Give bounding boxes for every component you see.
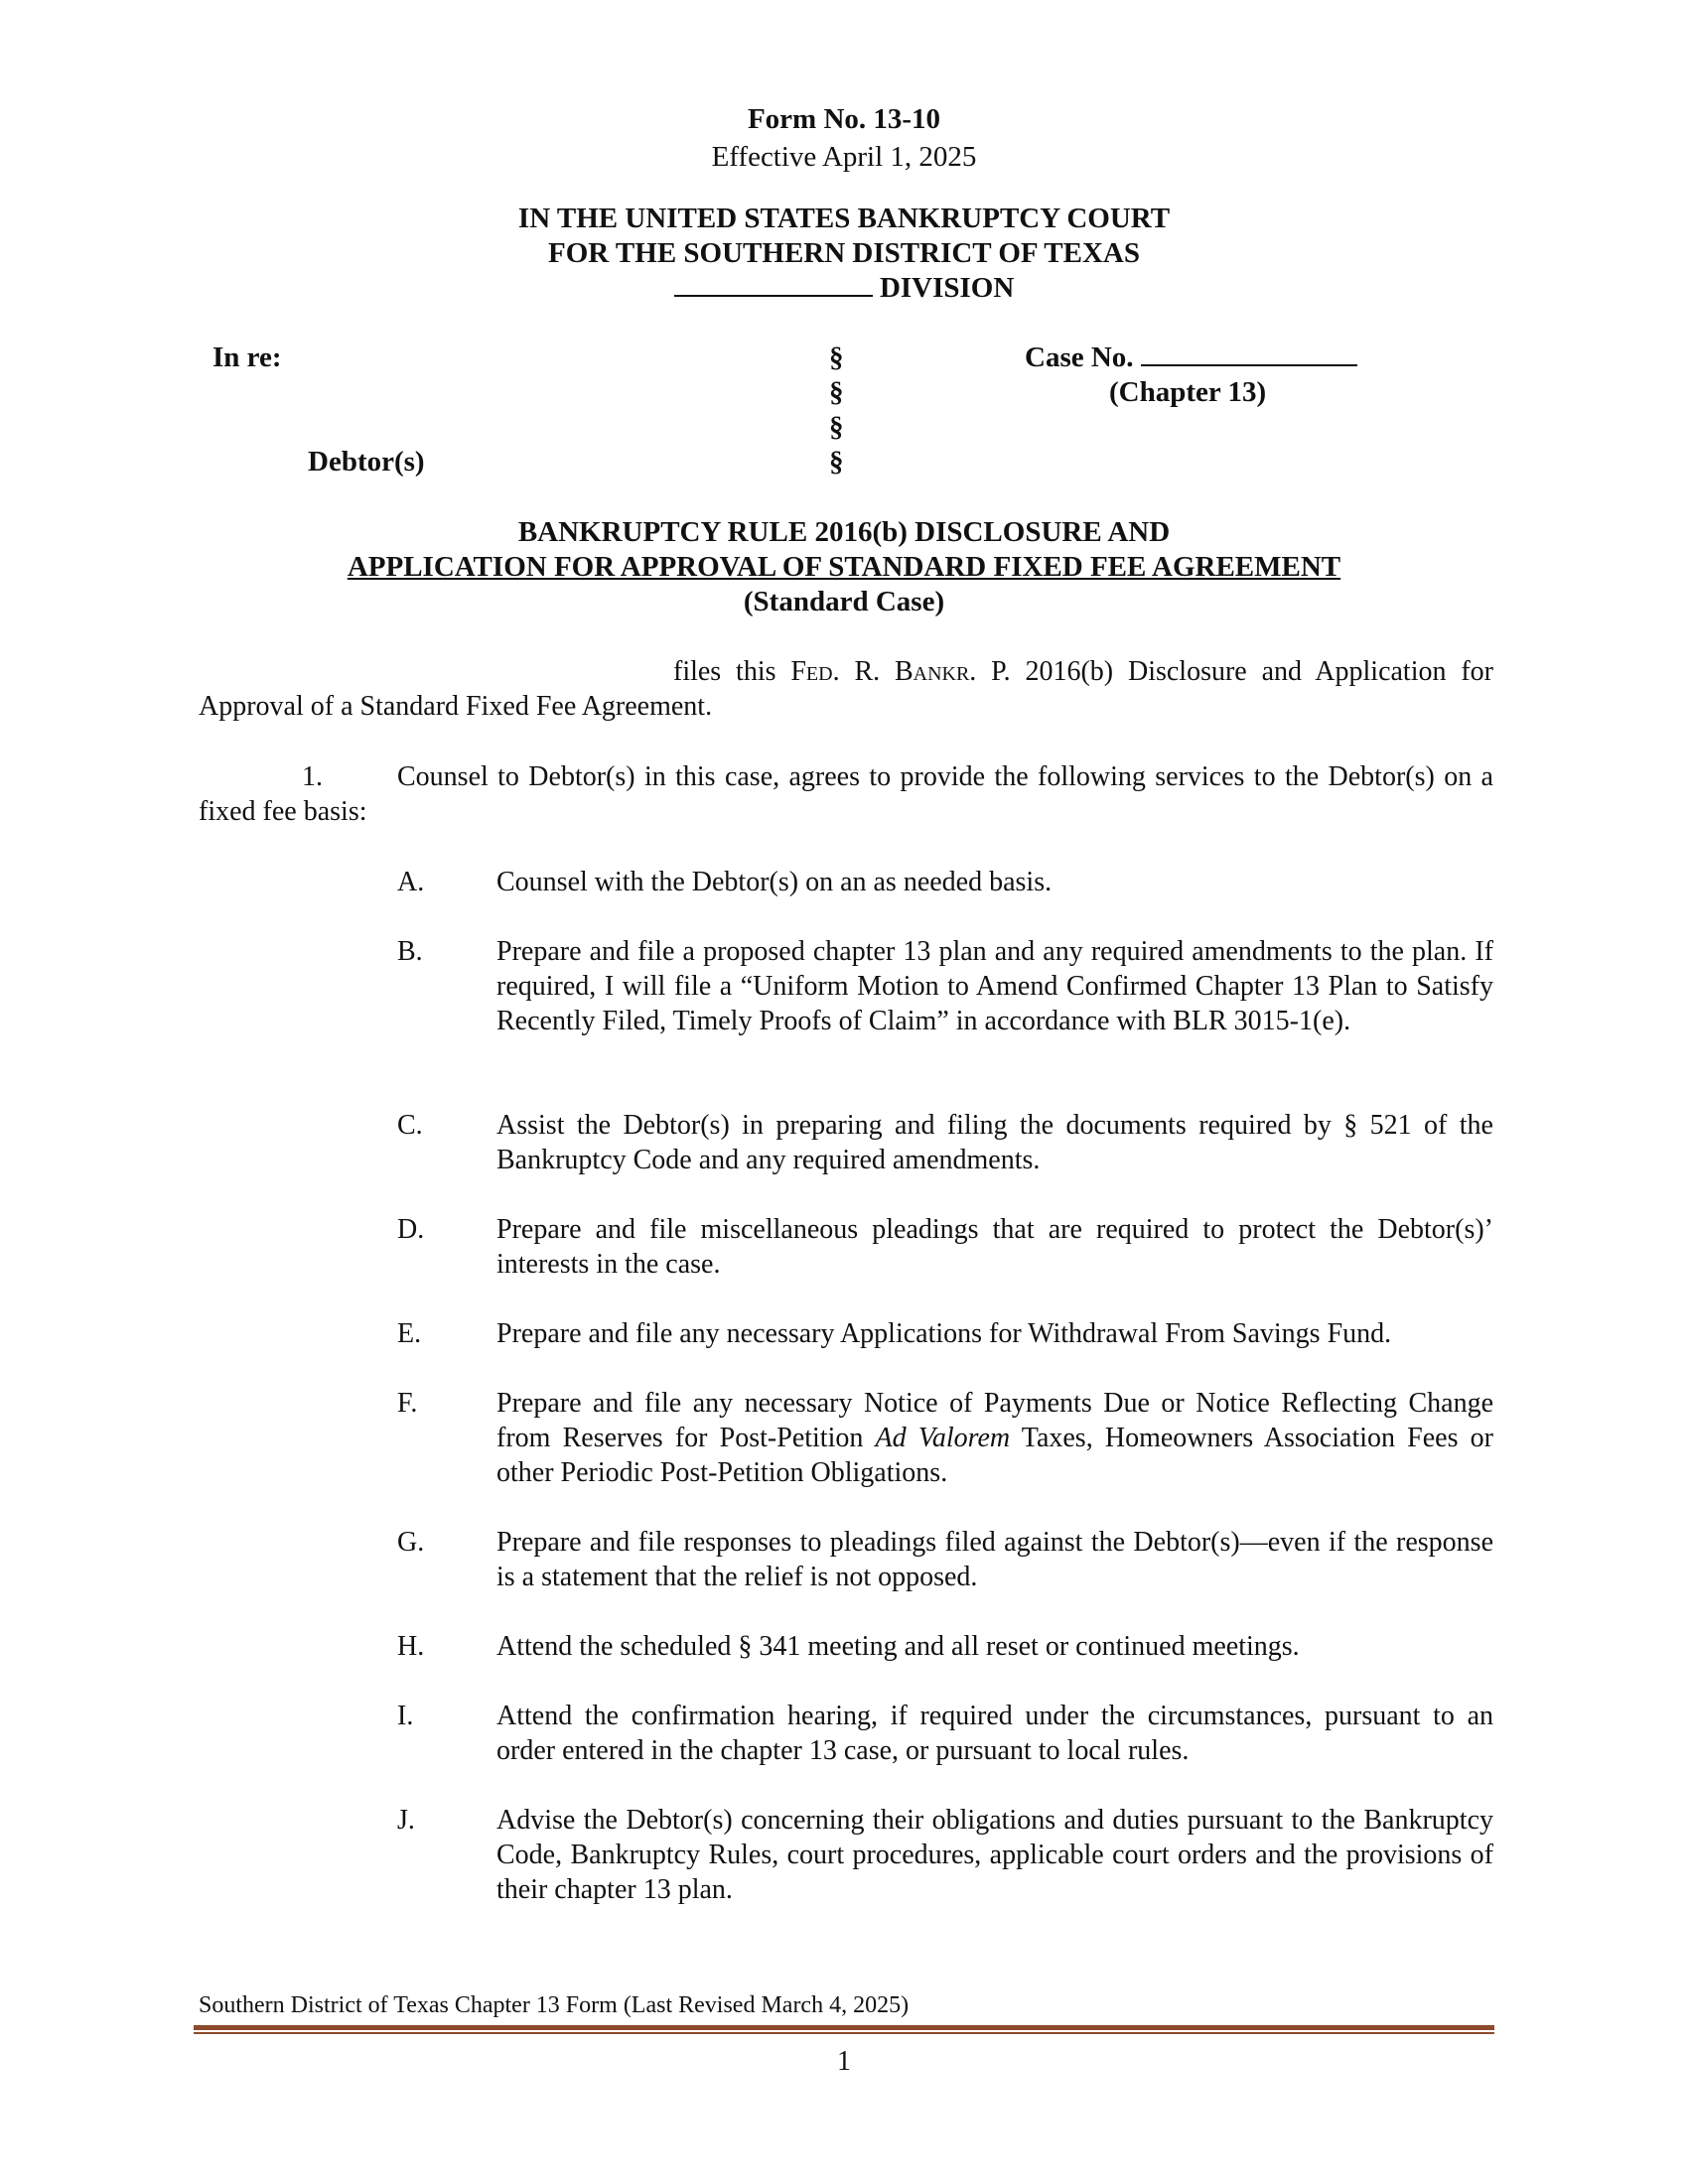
item-letter: A. bbox=[397, 867, 425, 897]
form-number: Form No. 13-10 bbox=[747, 103, 941, 135]
intro-pre: files this bbox=[673, 656, 791, 687]
intro-rule-citation: Fed. R. Bankr. P. bbox=[790, 656, 1011, 687]
section-symbol: § bbox=[829, 411, 844, 443]
title-line2 bbox=[0, 549, 1688, 585]
item-letter: B. bbox=[397, 936, 423, 967]
item-text: Assist the Debtor(s) in preparing and filing the documents required by § 521 of the Bankruptcy Code and any required amendments. bbox=[496, 1110, 1493, 1175]
intro-post: 2016(b) Disclosure and Application for Approval of a Standard Fixed Fee Agreement. bbox=[199, 656, 1493, 722]
item-letter: H. bbox=[397, 1631, 425, 1662]
item-text: Attend the confirmation hearing, if required under the circumstances, pursuant to an order entered in the chapter 13 case, or pursuant to local rules. bbox=[496, 1701, 1493, 1766]
item-text-part: Taxes, Homeowners Association Fees or other Periodic Post-Petition Obligations. bbox=[496, 1423, 1494, 1488]
intro-paragraph bbox=[199, 654, 1493, 724]
case-number-line bbox=[1025, 340, 1357, 375]
division-label: DIVISION bbox=[879, 272, 1015, 304]
section-symbol: § bbox=[829, 446, 844, 478]
title-line3: (Standard Case) bbox=[743, 586, 945, 617]
court-name-line2: FOR THE SOUTHERN DISTRICT OF TEXAS bbox=[547, 237, 1140, 269]
footer-revision: Southern District of Texas Chapter 13 Form (Last Revised March 4, 2025) bbox=[199, 1992, 910, 2018]
item-text: Prepare and file miscellaneous pleadings that are required to protect the Debtor(s)’ interests in the case. bbox=[496, 1214, 1493, 1280]
division-blank bbox=[674, 295, 873, 297]
section-symbol: § bbox=[829, 376, 844, 408]
item-letter: D. bbox=[397, 1214, 425, 1245]
title-line1: BANKRUPTCY RULE 2016(b) DISCLOSURE AND bbox=[517, 516, 1171, 548]
item-letter: E. bbox=[397, 1318, 422, 1349]
section-symbol: § bbox=[829, 341, 844, 373]
item-text-part: Prepare and file any necessary Notice of Payments Due or Notice Reflecting Change from Reserves for Post-Petition bbox=[496, 1388, 1493, 1453]
court-name-line1: IN THE UNITED STATES BANKRUPTCY COURT bbox=[517, 203, 1171, 234]
item-text: Advise the Debtor(s) concerning their obligations and duties pursuant to the Bankruptcy Code, Bankruptcy Rules, court procedures, applicable court orders and the provisions of their chapter 13 plan. bbox=[496, 1805, 1493, 1905]
item-letter: F. bbox=[397, 1388, 418, 1419]
item-letter: J. bbox=[397, 1805, 415, 1836]
paragraph-1-text: Counsel to Debtor(s) in this case, agrees to provide the following services to the Debtor(s) on a fixed fee basis: bbox=[199, 761, 1493, 827]
item-text: Attend the scheduled § 341 meeting and all reset or continued meetings. bbox=[496, 1631, 1300, 1662]
debtors-label: Debtor(s) bbox=[308, 446, 425, 478]
page-number: 1 bbox=[837, 2046, 851, 2077]
item-text: Prepare and file a proposed chapter 13 plan and any required amendments to the plan. If required, I will file a “Uniform Motion to Amend Confirmed Chapter 13 Plan to Satisfy Recently Filed, Timely Proofs of Claim” in accordance with BLR 3015-1(e). bbox=[496, 936, 1493, 1036]
division-line bbox=[0, 270, 1688, 306]
effective-date: Effective April 1, 2025 bbox=[711, 141, 977, 173]
item-text: Prepare and file responses to pleadings filed against the Debtor(s)—even if the response is a statement that the relief is not opposed. bbox=[496, 1527, 1493, 1592]
title-line2-text: APPLICATION FOR APPROVAL OF STANDARD FIXED FEE AGREEMENT bbox=[347, 551, 1341, 583]
case-no-blank bbox=[1141, 364, 1357, 366]
item-text: Counsel with the Debtor(s) on an as needed basis. bbox=[496, 867, 1053, 897]
case-no-label: Case No. bbox=[1025, 341, 1134, 373]
item-text bbox=[496, 1386, 1493, 1490]
footer-rule bbox=[194, 2025, 1494, 2034]
chapter-label: (Chapter 13) bbox=[1109, 376, 1267, 408]
item-letter: C. bbox=[397, 1110, 423, 1141]
item-text: Prepare and file any necessary Applications for Withdrawal From Savings Fund. bbox=[496, 1318, 1392, 1349]
item-letter: I. bbox=[397, 1701, 414, 1731]
in-re-label: In re: bbox=[212, 341, 282, 373]
paragraph-number: 1. bbox=[302, 761, 323, 792]
item-text-italic: Ad Valorem bbox=[875, 1423, 1011, 1453]
item-letter: G. bbox=[397, 1527, 425, 1558]
